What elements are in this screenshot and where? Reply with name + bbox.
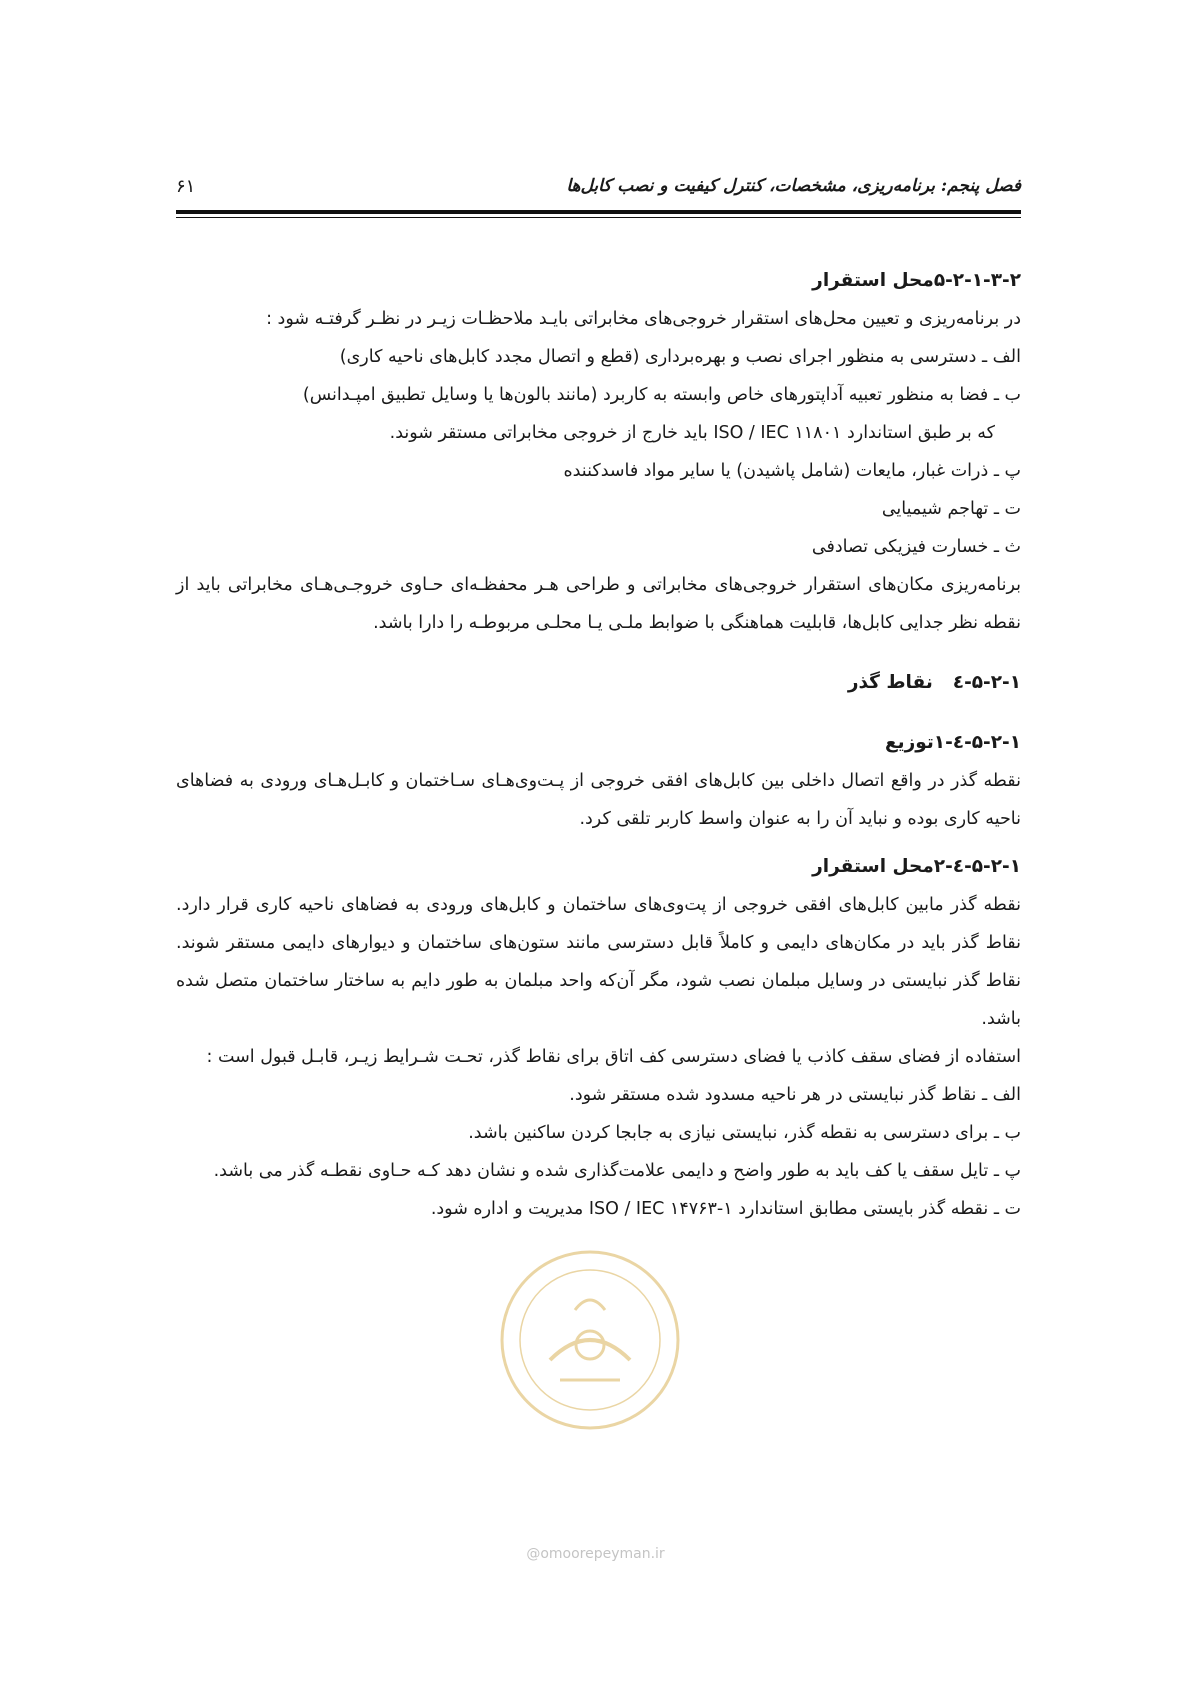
section-number: ۵-۲-۱-٤ (952, 672, 1021, 693)
condition-item-p: پ ـ تایل سقف یا کف باید به طور واضح و دایمی علامت‌گذاری شده و نشان دهد کـه حـاوی نقطـه گذر می باشد. (213, 1161, 1021, 1181)
list-item-b: ب ـ فضا به منظور تعبیه آداپتورهای خاص وابسته به کاربرد (مانند بالون‌ها یا وسایل تطبیق امپـدانس) (302, 385, 1021, 405)
condition-item-a: الف ـ نقاط گذر نبایستی در هر ناحیه مسدود شده مستقر شود. (569, 1085, 1021, 1105)
paragraph-distribution: نقطه گذر در واقع اتصال داخلی بین کابل‌های افقی خروجی از پـت‌وی‌هـای سـاختمان و کابـل‌هـای ورودی به فضاهای ناحیه کاری بوده و نباید آن را به عنوان واسط کاربر تلقی کرد. (176, 771, 1021, 829)
list-item-p: پ ـ ذرات غبار، مایعات (شامل پاشیدن) یا سایر مواد فاسدکننده (563, 461, 1021, 481)
watermark-logo-icon (490, 1240, 690, 1440)
section-heading-placement-2: ۵-۲-۱-٤-۲محل استقرار (812, 856, 1021, 877)
page-number: ۶۱ (176, 176, 196, 197)
list-item-t: ت ـ تهاجم شیمیایی (881, 499, 1021, 519)
condition-item-t: ت ـ نقطه گذر بایستی مطابق استاندارد ISO / IEC ۱۴۷۶۳-۱ مدیریت و اداره شود. (430, 1199, 1021, 1219)
section-heading-transit-points (176, 664, 1021, 702)
page-body (176, 262, 1021, 1228)
running-header (176, 176, 1021, 204)
list-item-b-continuation: که بر طبق استاندارد ISO / IEC ۱۱۸۰۱ باید خارج از خروجی مخابراتی مستقر شوند. (389, 423, 995, 443)
paragraph-intro: در برنامه‌ریزی و تعیین محل‌های استقرار خروجی‌های مخابراتی بایـد ملاحظـات زیـر در نظـر گرفتـه شود : (266, 309, 1021, 329)
section-heading-distribution: ۵-۲-۱-٤-۱توزیع (885, 732, 1021, 753)
chapter-title: فصل پنجم: برنامه‌ریزی، مشخصات، کنترل کیفیت و نصب کابل‌ها (566, 176, 1021, 196)
section-title: نقاط گذر (847, 672, 933, 693)
header-rule-thin (176, 217, 1021, 218)
list-item-a: الف ـ دسترسی به منظور اجرای نصب و بهره‌برداری (قطع و اتصال مجدد کابل‌های ناحیه کاری) (339, 347, 1021, 367)
paragraph-placement-2: استفاده از فضای سقف کاذب یا فضای دسترسی کف اتاق برای نقاط گذر، تحـت شـرایط زیـر، قابـل قبول است : (206, 1047, 1021, 1067)
list-item-th: ث ـ خسارت فیزیکی تصادفی (811, 537, 1021, 557)
header-rule-thick (176, 210, 1021, 214)
condition-item-b: ب ـ برای دسترسی به نقطه گذر، نبایستی نیازی به جابجا کردن ساکنین باشد. (468, 1123, 1021, 1143)
section-heading-placement: ۵-۲-۱-۳-۲محل استقرار (812, 270, 1021, 291)
paragraph-closing: برنامه‌ریزی مکان‌های استقرار خروجی‌های مخابراتی و طراحی هـر محفظـه‌ای حـاوی خروجـی‌هـای مخابراتی باید از نقطه نظر جدایی کابل‌ها، قابلیت هماهنگی با ضوابط ملـی یـا محلـی مربوطـه را دارا باشد. (176, 575, 1021, 633)
paragraph-placement-1: نقطه گذر مابین کابل‌های افقی خروجی از پت‌وی‌های ساختمان و کابل‌های ورودی به فضاهای ناحیه کاری قرار دارد. نقاط گذر باید در مکان‌های دایمی و کاملاً قابل دسترسی مانند ستون‌های ساختمان و دیوارهای دایمی مستقر شوند. نقاط گذر نبایستی در وسایل مبلمان نصب شود، مگر آن‌که واحد مبلمان به طور دایم به ساختار ساختمان متصل شده باشد. (176, 895, 1021, 1029)
watermark-url: @omoorepeyman.ir (526, 1546, 665, 1562)
